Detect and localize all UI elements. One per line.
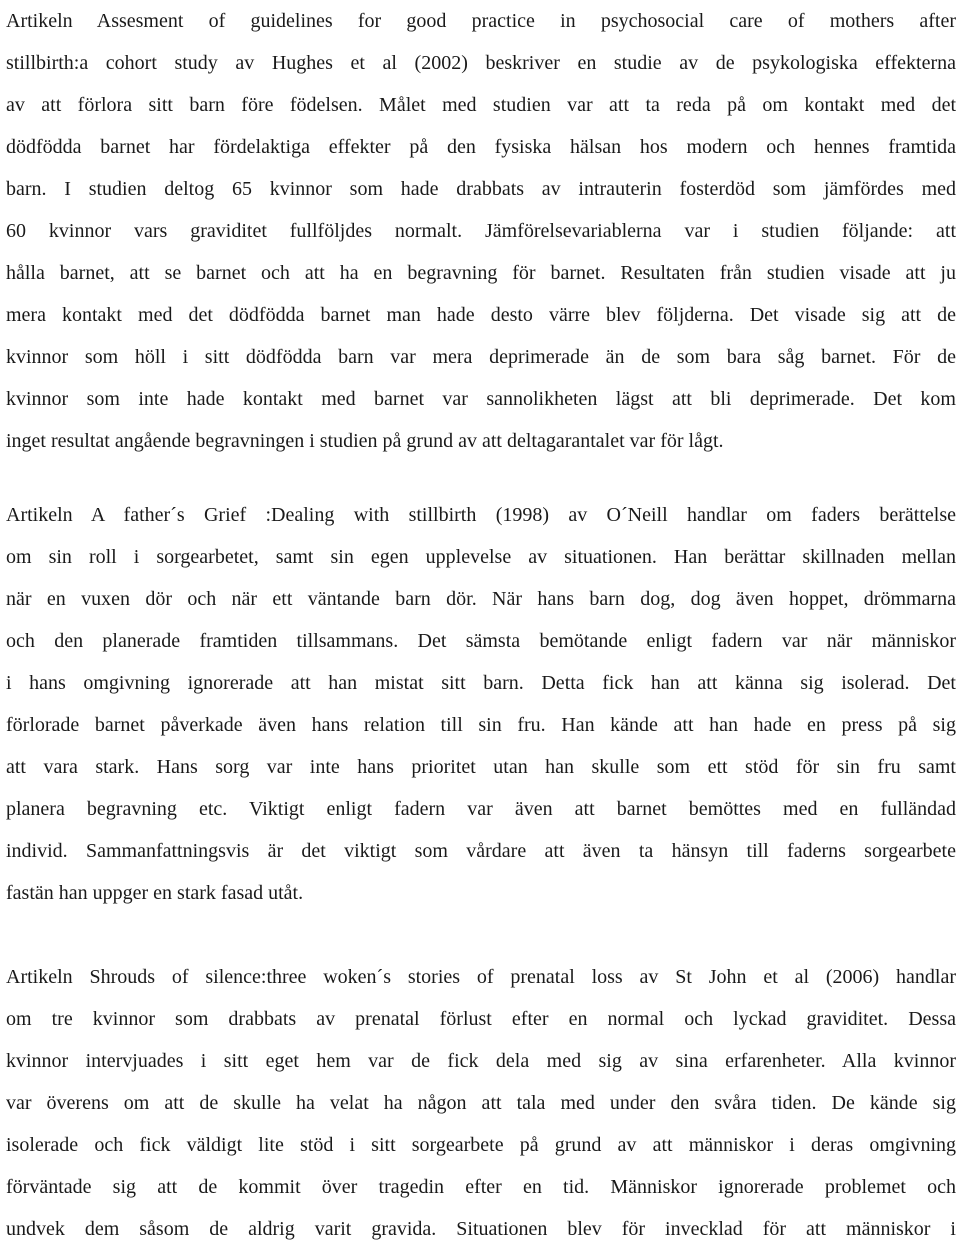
text-line: kvinnor som inte hade kontakt med barnet var sannolikheten lägst att bli deprimerade. Det kom — [6, 388, 956, 410]
text-line: när en vuxen dör och när ett väntande barn dör. När hans barn dog, dog även hoppet, drömmarna — [6, 588, 956, 610]
text-line: kvinnor intervjuades i sitt eget hem var de fick dela med sig av sina erfarenheter. Alla kvinnor — [6, 1050, 956, 1072]
text-line: barn. I studien deltog 65 kvinnor som hade drabbats av intrauterin fosterdöd som jämfördes med — [6, 178, 956, 200]
paragraph-oneill-article — [6, 494, 956, 914]
text-line: mera kontakt med det dödfödda barnet man hade desto värre blev följderna. Det visade sig att de — [6, 304, 956, 326]
text-line: om tre kvinnor som drabbats av prenatal förlust efter en normal och lyckad graviditet. Dessa — [6, 1008, 956, 1030]
text-line: isolerade och fick väldigt lite stöd i sitt sorgearbete på grund av att människor i deras omgivning — [6, 1134, 956, 1156]
text-line: förväntade sig att de kommit över tragedin efter en tid. Människor ignorerade problemet och — [6, 1176, 956, 1198]
text-line: och den planerade framtiden tillsammans. Det sämsta bemötande enligt fadern var när människor — [6, 630, 956, 652]
text-line: planera begravning etc. Viktigt enligt fadern var även att barnet bemöttes med en fulländad — [6, 798, 956, 820]
paragraph-st-john-article — [6, 956, 956, 1245]
text-line: var överens om att de skulle ha velat ha någon att tala med under den svåra tiden. De kände sig — [6, 1092, 956, 1114]
text-line: undvek dem såsom de aldrig varit gravida. Situationen blev för invecklad för att människor i — [6, 1218, 956, 1240]
text-line: hålla barnet, att se barnet och att ha en begravning för barnet. Resultaten från studien visade att ju — [6, 262, 956, 284]
text-line: individ. Sammanfattningsvis är det viktigt som vårdare att även ta hänsyn till faderns sorgearbete — [6, 840, 956, 862]
text-line: fastän han uppger en stark fasad utåt. — [6, 882, 304, 904]
paragraph-hughes-study — [6, 0, 956, 462]
text-line: att vara stark. Hans sorg var inte hans prioritet utan han skulle som ett stöd för sin fru samt — [6, 756, 956, 778]
text-line: kvinnor som höll i sitt dödfödda barn var mera deprimerade än de som bara såg barnet. För de — [6, 346, 956, 368]
text-line: förlorade barnet påverkade även hans relation till sin fru. Han kände att han hade en press på sig — [6, 714, 956, 736]
text-line: dödfödda barnet har fördelaktiga effekter på den fysiska hälsan hos modern och hennes framtida — [6, 136, 956, 158]
text-line: om sin roll i sorgearbetet, samt sin egen upplevelse av situationen. Han berättar skillnaden mellan — [6, 546, 956, 568]
text-line: Artikeln Assesment of guidelines for good practice in psychosocial care of mothers after — [6, 10, 956, 32]
text-line: Artikeln Shrouds of silence:three woken´s stories of prenatal loss av St John et al (2006) handlar — [6, 966, 956, 988]
text-line: inget resultat angående begravningen i studien på grund av att deltagarantalet var för lågt. — [6, 430, 724, 452]
text-line: av att förlora sitt barn före födelsen. Målet med studien var att ta reda på om kontakt med det — [6, 94, 956, 116]
text-line: Artikeln A father´s Grief :Dealing with stillbirth (1998) av O´Neill handlar om faders berättelse — [6, 504, 956, 526]
text-line: stillbirth:a cohort study av Hughes et al (2002) beskriver en studie av de psykologiska effekterna — [6, 52, 956, 74]
text-line: 60 kvinnor vars graviditet fullföljdes normalt. Jämförelsevariablerna var i studien följande: att — [6, 220, 956, 242]
text-line: i hans omgivning ignorerade att han mistat sitt barn. Detta fick han att känna sig isolerad. Det — [6, 672, 956, 694]
